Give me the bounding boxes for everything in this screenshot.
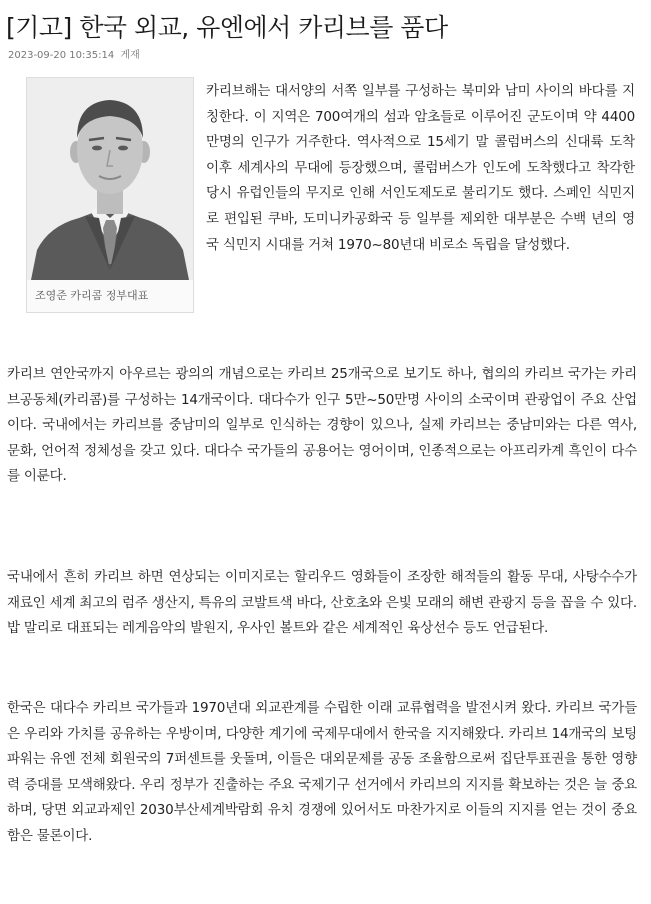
photo-caption: 조영준 카리콤 정부대표	[35, 289, 149, 302]
author-photo[interactable]	[27, 78, 193, 280]
article-headline: [기고] 한국 외교, 유엔에서 카리브를 품다	[6, 13, 448, 42]
article-paragraph: 한국은 대다수 카리브 국가들과 1970년대 외교관계를 수립한 이래 교류협력을 발전시켜 왔다. 카리브 국가들은 우리와 가치를 공유하는 우방이며, 다양한 계기에 국제무대에서 한국을 지지해왔다. 카리브 14개국의 보팅 파워는 유엔 전체 회원국의 7퍼센트를 웃돌며, 이들은 대외문제를 공동 조율함으로써 집단투표권을 통한 영향력 증대를 모색해왔다. 우리 정부가 진출하는 주요 국제기구 선거에서 카리브의 지지를 확보하는 것은 늘 중요하며, 당면 외교과제인 2030부산세계박람회 유치 경쟁에 있어서도 마찬가지로 이들의 지지를 얻는 것이 중요함은 물론이다.	[7, 700, 637, 844]
publish-status: 게재	[120, 50, 140, 61]
article-meta	[8, 46, 140, 61]
article-paragraph: 카리브해는 대서양의 서쪽 일부를 구성하는 북미와 남미 사이의 바다를 지칭한다. 이 지역은 700여개의 섬과 암초들로 이루어진 군도이며 약 4400만명의 인구가 거주한다. 역사적으로 15세기 말 콜럼버스의 신대륙 도착 이후 세계사의 무대에 등장했으며, 콜럼버스가 인도에 도착했다고 착각한 당시 유럽인들의 무지로 인해 서인도제도로 불리기도 했다. 스페인 식민지로 편입된 쿠바, 도미니카공화국 등 일부를 제외한 대부분은 수백 년의 영국 식민지 시대를 거쳐 1970~80년대 비로소 독립을 달성했다.	[206, 83, 635, 253]
article-paragraph: 국내에서 흔히 카리브 하면 연상되는 이미지로는 할리우드 영화들이 조장한 해적들의 활동 무대, 사탕수수가 재료인 세계 최고의 럼주 생산지, 특유의 코발트색 바다, 산호초와 은빛 모래의 해변 관광지 등을 꼽을 수 있다. 밥 말리로 대표되는 레게음악의 발원지, 우사인 볼트와 같은 세계적인 육상선수 등도 언급된다.	[7, 569, 637, 637]
publish-datetime: 2023-09-20 10:35:14	[8, 50, 115, 61]
article-paragraph: 카리브 연안국까지 아우르는 광의의 개념으로는 카리브 25개국으로 보기도 하나, 협의의 카리브 국가는 카리브공동체(카리콤)를 구성하는 14개국이다. 대다수가 인구 5만~50만명 사이의 소국이며 관광업이 주요 산업이다. 국내에서는 카리브를 중남미의 일부로 인식하는 경향이 있으나, 실제 카리브는 중남미와는 다른 역사, 문화, 언어적 정체성을 갖고 있다. 대다수 국가들의 공용어는 영어이며, 인종적으로는 아프리카계 흑인이 다수를 이룬다.	[7, 366, 637, 485]
author-photo-figure	[26, 77, 194, 313]
portrait-illustration	[27, 78, 193, 280]
